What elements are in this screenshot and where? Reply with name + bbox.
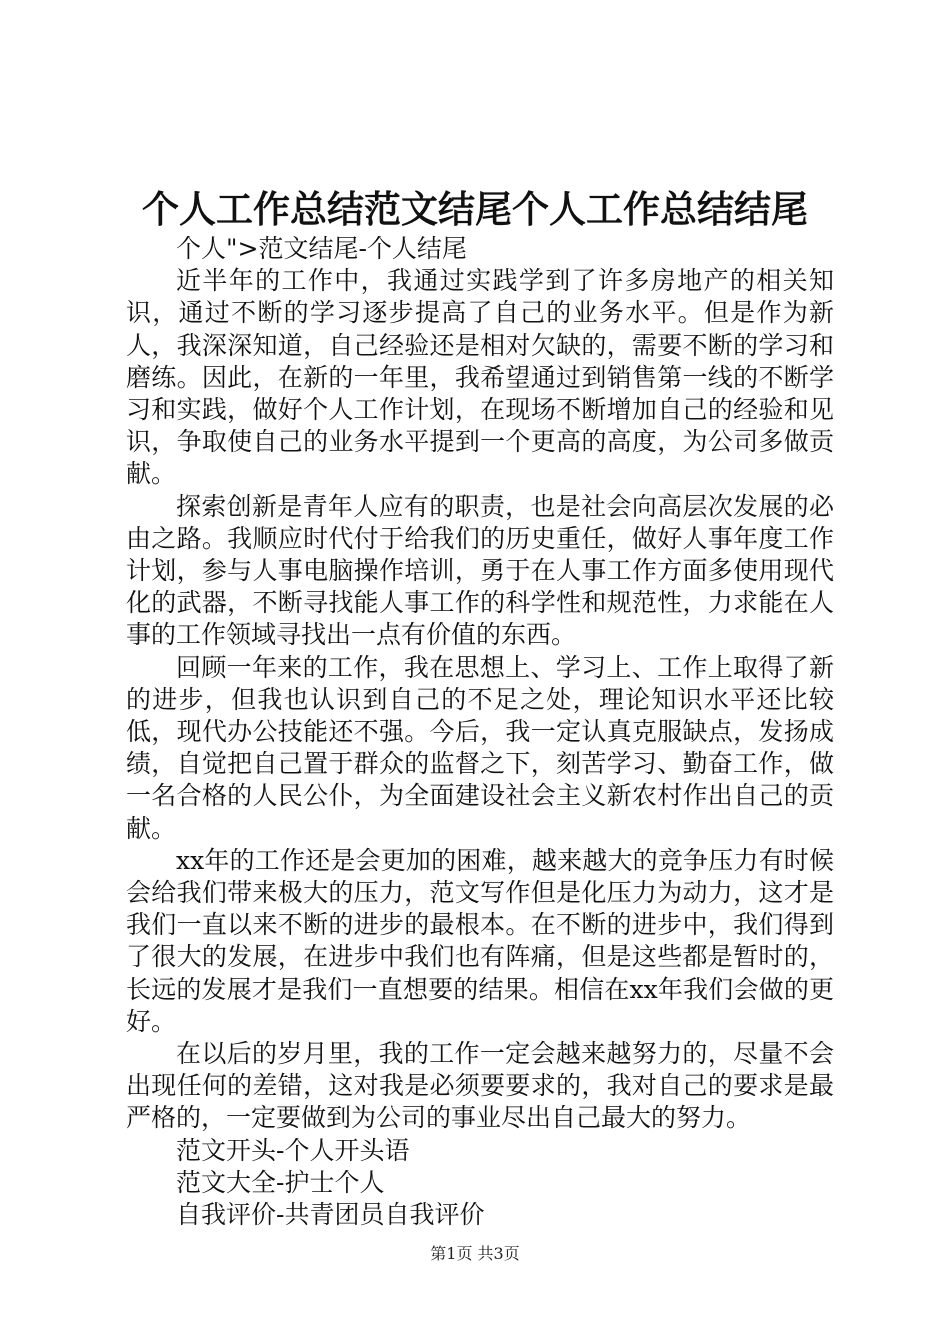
- related-link[interactable]: 范文开头-个人开头语: [176, 1135, 410, 1165]
- paragraph: 在以后的岁月里，我的工作一定会越来越努力的，尽量不会出现任何的差错，这对我是必须要要求的，我对自己的要求是最严格的，一定要做到为公司的事业尽出自己最大的努力。: [126, 1039, 834, 1133]
- paragraph-related-link: 个人">范文结尾-个人结尾: [176, 234, 467, 263]
- page-number-footer: 第1页 共3页: [430, 1244, 520, 1263]
- paragraph: 回顾一年来的工作，我在思想上、学习上、工作上取得了新的进步，但我也认识到自己的不足之处，理论知识水平还比较低，现代办公技能还不强。今后，我一定认真克服缺点，发扬成绩，自觉把自己置于群众的监督之下，刻苦学习、勤奋工作，做一名合格的人民公仆，为全面建设社会主义新农村作出自己的贡献。: [126, 652, 834, 843]
- paragraph: xx年的工作还是会更加的困难，越来越大的竞争压力有时候会给我们带来极大的压力，范文写作但是化压力为动力，这才是我们一直以来不断的进步的最根本。在不断的进步中，我们得到了很大的发展，在进步中我们也有阵痛，但是这些都是暂时的，长远的发展才是我们一直想要的结果。相信在xx年我们会做的更好。: [126, 845, 834, 1036]
- document-title: 个人工作总结范文结尾个人工作总结结尾: [142, 187, 808, 231]
- paragraph: 近半年的工作中，我通过实践学到了许多房地产的相关知识，通过不断的学习逐步提高了自己的业务水平。但是作为新人，我深深知道，自己经验还是相对欠缺的，需要不断的学习和磨练。因此，在新的一年里，我希望通过到销售第一线的不断学习和实践，做好个人工作计划，在现场不断增加自己的经验和见识，争取使自己的业务水平提到一个更高的高度，为公司多做贡献。: [126, 266, 834, 489]
- related-link[interactable]: 自我评价-共青团员自我评价: [176, 1200, 485, 1230]
- related-link[interactable]: 范文大全-护士个人: [176, 1167, 385, 1197]
- document-body: [126, 233, 834, 1231]
- paragraph: 探索创新是青年人应有的职责，也是社会向高层次发展的必由之路。我顺应时代付于给我们的历史重任，做好人事年度工作计划，参与人事电脑操作培训，勇于在人事工作方面多使用现代化的武器，不断寻找能人事工作的科学性和规范性，力求能在人事的工作领域寻找出一点有价值的东西。: [126, 491, 834, 650]
